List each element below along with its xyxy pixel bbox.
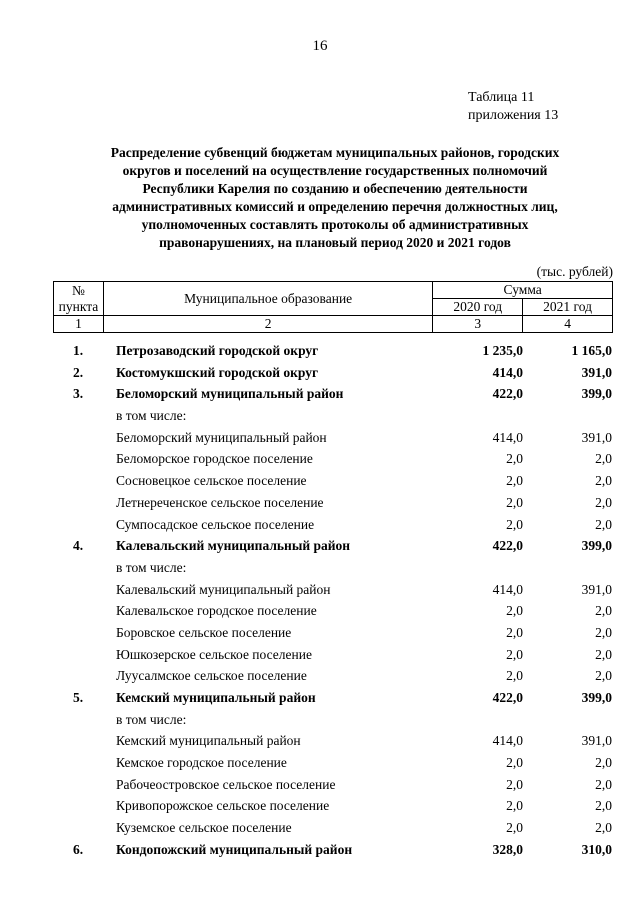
- amount-2020: 2,0: [506, 755, 523, 771]
- column-number-1: 1: [54, 316, 104, 333]
- table-row: [53, 472, 613, 494]
- amount-2020: 2,0: [506, 646, 523, 662]
- amount-2020: 2,0: [506, 668, 523, 684]
- title-line: округов и поселений на осуществление государственных полномочий: [122, 163, 548, 178]
- table-row: [53, 797, 613, 819]
- amount-2020: 414,0: [492, 429, 523, 445]
- header-year-2020: 2020 год: [433, 299, 523, 316]
- municipality-name: Беломорское городское поселение: [116, 451, 313, 467]
- table-row: [53, 559, 613, 581]
- amount-2020: 2,0: [506, 516, 523, 532]
- municipality-name: Юшкозерское сельское поселение: [116, 646, 312, 662]
- municipality-name: Костомукшский городской округ: [116, 364, 319, 380]
- table-row: [53, 516, 613, 538]
- table-row: [53, 602, 613, 624]
- table-row: [53, 407, 613, 429]
- table-row: [53, 646, 613, 668]
- table-row: [53, 429, 613, 451]
- page-number: 16: [312, 38, 328, 54]
- amount-2021: 2,0: [595, 516, 612, 532]
- title-line: административных комиссий и определению перечня должностных лиц,: [112, 199, 558, 214]
- municipality-name: в том числе:: [116, 408, 187, 424]
- row-number: 1.: [72, 343, 84, 358]
- units-label: (тыс. рублей): [536, 264, 613, 279]
- table-row: [53, 754, 613, 776]
- amount-2021: 2,0: [595, 473, 612, 489]
- amount-2021: 399,0: [581, 538, 612, 554]
- table-row: [53, 494, 613, 516]
- amount-2021: 399,0: [581, 690, 612, 705]
- amount-2020: 2,0: [506, 451, 523, 467]
- column-number-3: 3: [433, 316, 523, 333]
- municipality-name: Летнереченское сельское поселение: [116, 494, 324, 510]
- row-number: 2.: [72, 364, 84, 380]
- table-row: [53, 776, 613, 798]
- amount-2021: 391,0: [581, 364, 612, 380]
- header-name-cell: Муниципальное образование: [103, 282, 432, 316]
- amount-2021: 391,0: [581, 429, 612, 445]
- amount-2020: 414,0: [492, 364, 523, 380]
- column-number-4: 4: [523, 316, 613, 333]
- table-row: [53, 342, 613, 364]
- header-year-2021: 2021 год: [523, 299, 613, 316]
- row-number: 4.: [72, 538, 84, 554]
- amount-2020: 414,0: [492, 581, 523, 597]
- amount-2021: 2,0: [595, 494, 612, 510]
- title-line: уполномоченных составлять протоколы об административных: [141, 217, 529, 232]
- title-line: Республики Карелия по созданию и обеспечению деятельности: [142, 181, 528, 196]
- header-number-symbol: №: [72, 282, 85, 298]
- municipality-name: Кривопорожское сельское поселение: [116, 798, 330, 814]
- row-number: 6.: [72, 841, 84, 857]
- table-row: [53, 841, 613, 863]
- municipality-name: Куземское сельское поселение: [116, 820, 292, 836]
- amount-2021: 2,0: [595, 646, 612, 662]
- amount-2021: 2,0: [595, 668, 612, 684]
- amount-2021: 2,0: [595, 798, 612, 814]
- amount-2020: 2,0: [506, 624, 523, 640]
- municipality-name: Кемский муниципальный район: [116, 690, 316, 705]
- amount-2020: 2,0: [506, 603, 523, 619]
- amount-2020: 328,0: [492, 841, 523, 857]
- table-body: [53, 342, 613, 863]
- table-row: [53, 732, 613, 754]
- table-caption-line: приложения 13: [468, 108, 559, 123]
- amount-2021: 391,0: [581, 581, 612, 597]
- table-row: [53, 537, 613, 559]
- amount-2020: 422,0: [492, 538, 523, 554]
- table-row: [53, 689, 613, 711]
- column-number-2: 2: [103, 316, 432, 333]
- amount-2020: 2,0: [506, 776, 523, 792]
- table-row: [53, 624, 613, 646]
- header-number-cell: [54, 282, 104, 316]
- amount-2021: 391,0: [581, 733, 612, 749]
- amount-2021: 2,0: [595, 451, 612, 467]
- municipality-name: в том числе:: [116, 559, 187, 575]
- amount-2020: 1 235,0: [482, 343, 523, 358]
- amount-2021: 399,0: [581, 386, 612, 402]
- amount-2021: 2,0: [595, 603, 612, 619]
- row-number: 3.: [72, 386, 84, 402]
- header-number-label: пункта: [58, 298, 99, 314]
- table-row: [53, 819, 613, 841]
- amount-2021: 1 165,0: [571, 343, 612, 358]
- table-caption-line: Таблица 11: [468, 90, 535, 105]
- table-row: [53, 581, 613, 603]
- row-number: 5.: [72, 690, 84, 705]
- table-row: [53, 364, 613, 386]
- amount-2020: 2,0: [506, 494, 523, 510]
- document-title: [70, 144, 600, 252]
- municipality-name: Луусалмское сельское поселение: [116, 668, 307, 684]
- amount-2021: 2,0: [595, 624, 612, 640]
- amount-2020: 414,0: [492, 733, 523, 749]
- amount-2020: 422,0: [492, 690, 523, 705]
- municipality-name: Рабочеостровское сельское поселение: [116, 776, 336, 792]
- municipality-name: Беломорский муниципальный район: [116, 429, 327, 445]
- title-line: правонарушениях, на плановый период 2020 и 2021 годов: [159, 235, 511, 250]
- amount-2021: 2,0: [595, 776, 612, 792]
- amount-2020: 2,0: [506, 473, 523, 489]
- amount-2021: 2,0: [595, 820, 612, 836]
- municipality-name: Сумпосадское сельское поселение: [116, 516, 315, 532]
- table-row: [53, 450, 613, 472]
- municipality-name: Калевальское городское поселение: [116, 603, 317, 619]
- table-row: [53, 667, 613, 689]
- table-row: [53, 711, 613, 733]
- municipality-name: Петрозаводский городской округ: [116, 343, 319, 358]
- header-sum-cell: Сумма: [433, 282, 613, 299]
- municipality-name: Сосновецкое сельское поселение: [116, 473, 307, 489]
- table-row: [53, 385, 613, 407]
- amount-2020: 2,0: [506, 798, 523, 814]
- municipality-name: Калевальский муниципальный район: [116, 538, 351, 554]
- table-header: [53, 281, 613, 333]
- title-line: Распределение субвенций бюджетам муниципальных районов, городских: [110, 145, 560, 160]
- municipality-name: Боровское сельское поселение: [116, 624, 292, 640]
- amount-2020: 422,0: [492, 386, 523, 402]
- amount-2021: 310,0: [581, 841, 612, 857]
- amount-2020: 2,0: [506, 820, 523, 836]
- municipality-name: Кемский муниципальный район: [116, 733, 301, 749]
- table-caption: [468, 89, 558, 125]
- municipality-name: Кондопожский муниципальный район: [116, 841, 353, 857]
- municipality-name: Кемское городское поселение: [116, 755, 287, 771]
- municipality-name: Калевальский муниципальный район: [116, 581, 331, 597]
- municipality-name: в том числе:: [116, 711, 187, 727]
- municipality-name: Беломорский муниципальный район: [116, 386, 344, 402]
- amount-2021: 2,0: [595, 755, 612, 771]
